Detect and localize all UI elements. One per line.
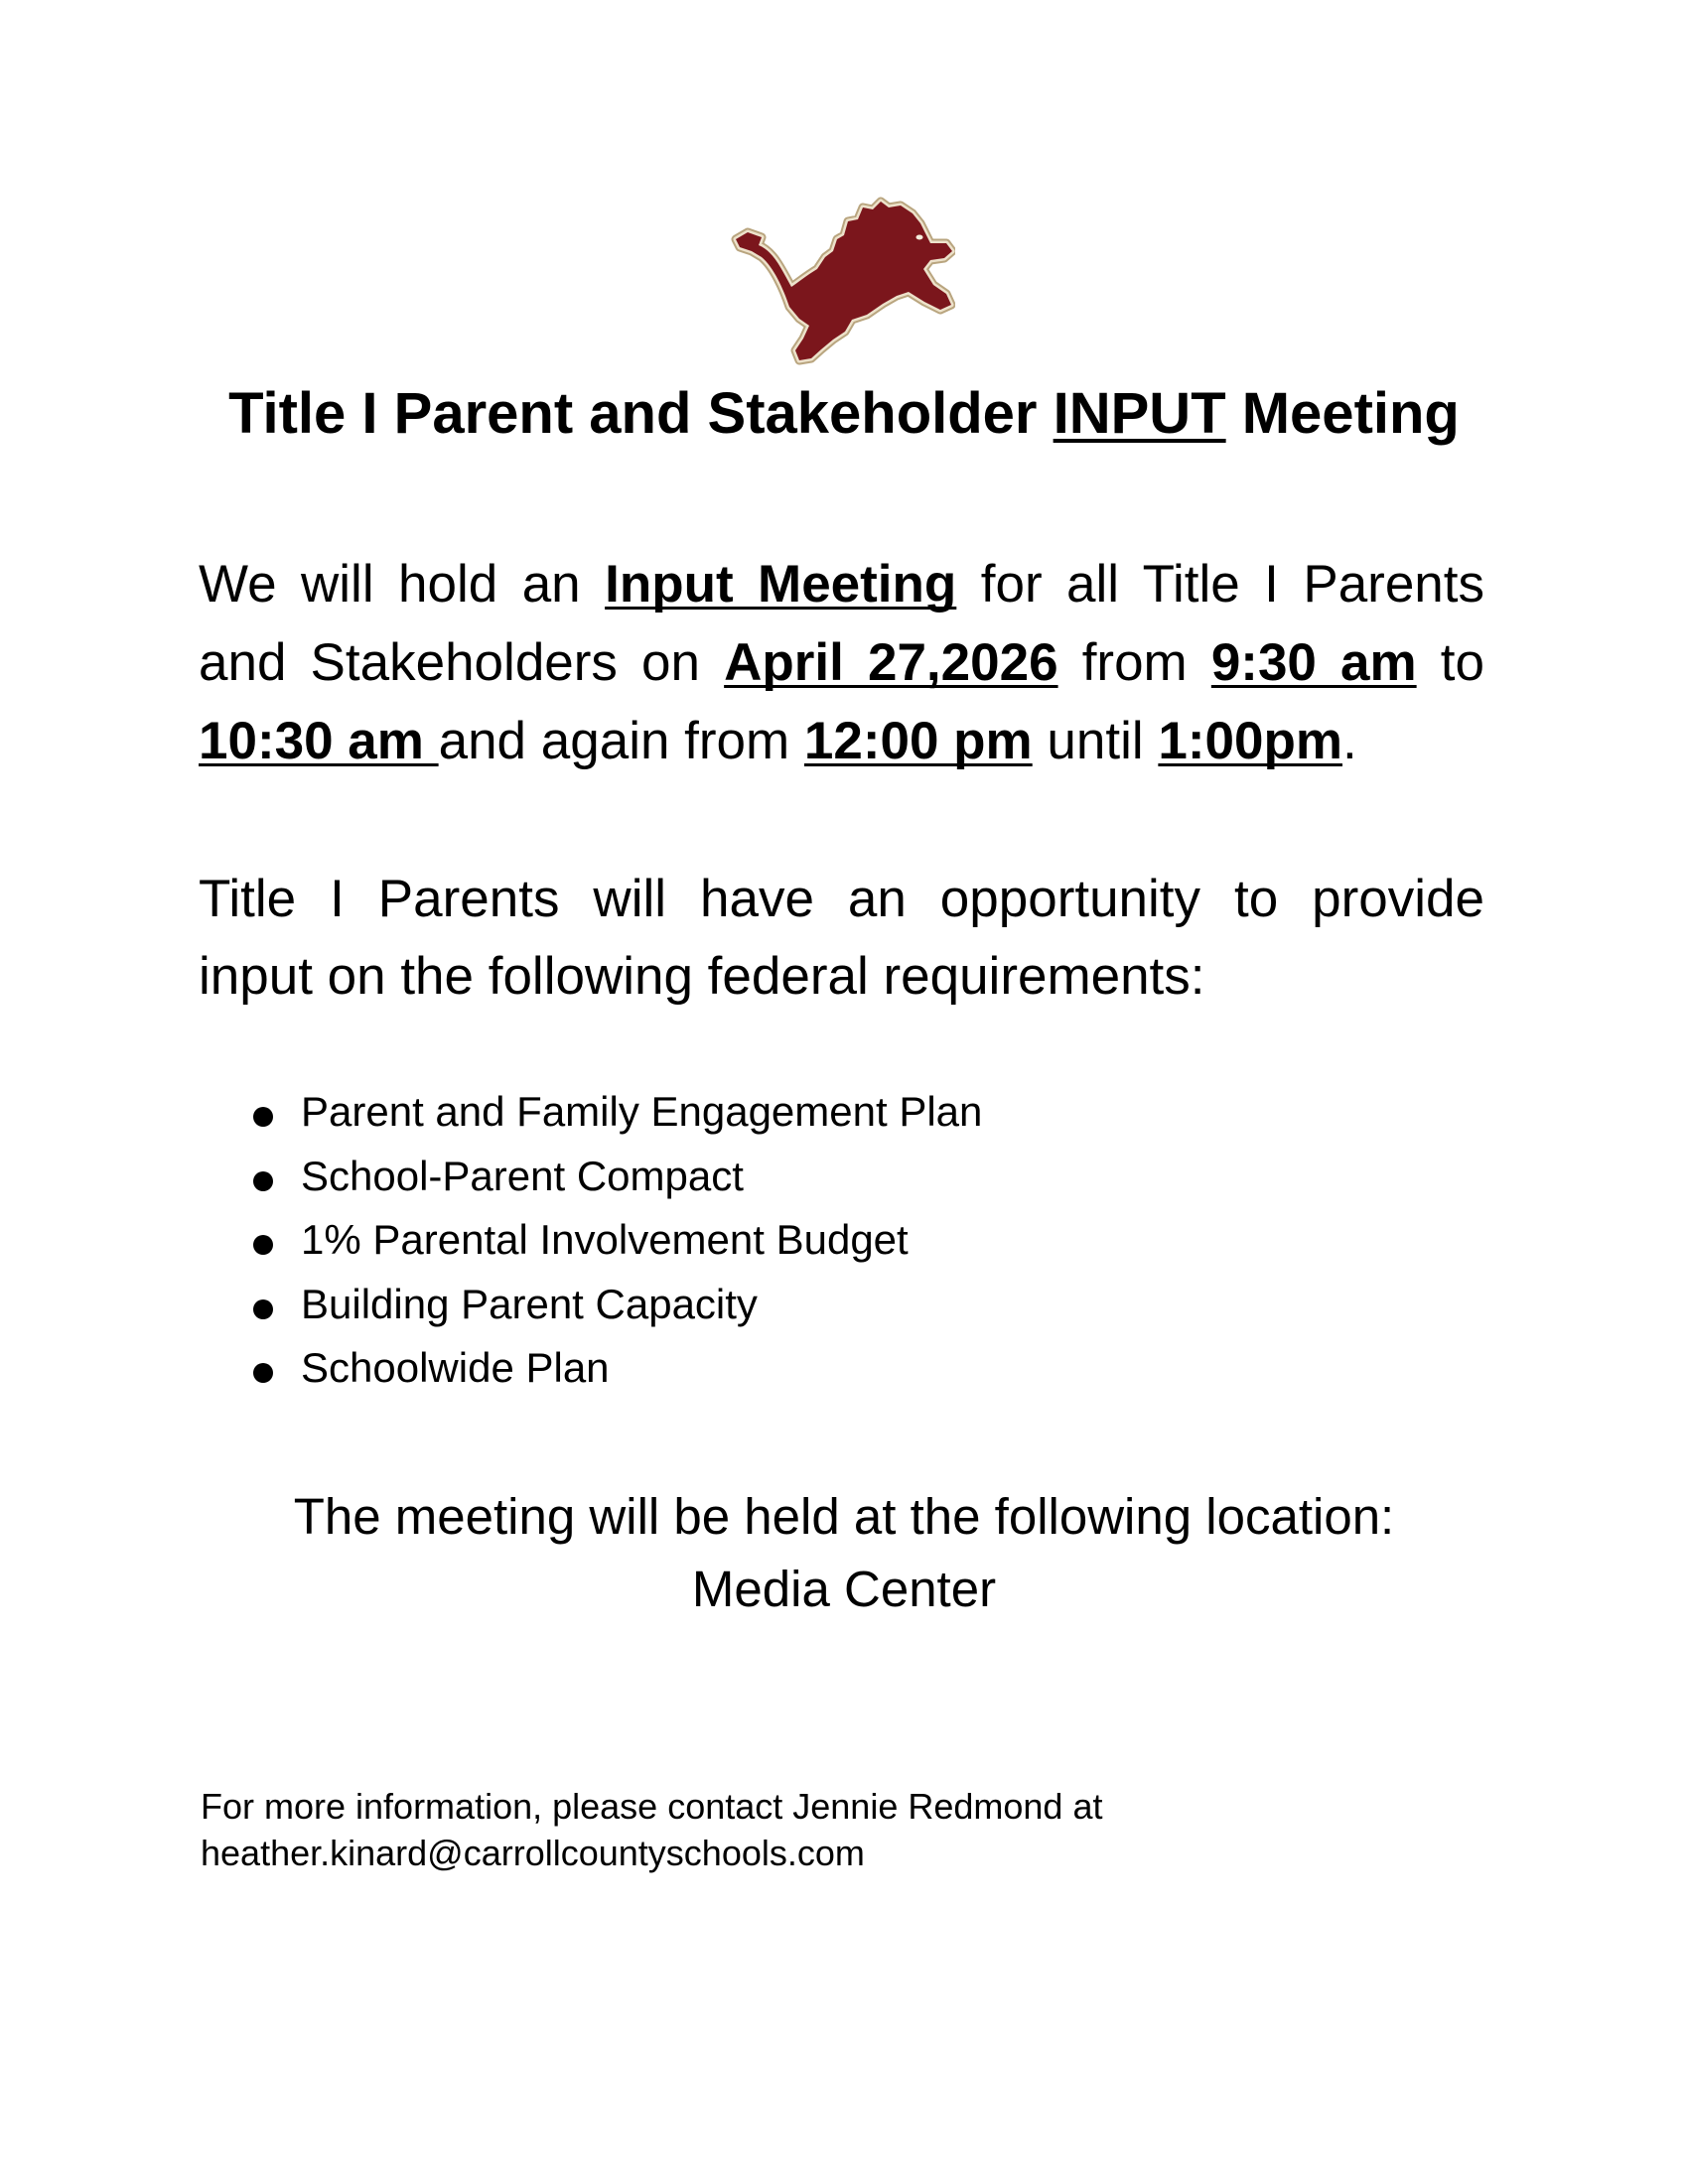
title-suffix: Meeting (1225, 381, 1460, 446)
text-segment: and Stakeholders on (199, 633, 725, 692)
bullet-icon (253, 1299, 273, 1319)
list-item: Parent and Family Engagement Plan (301, 1088, 983, 1135)
location-value: Media Center (691, 1561, 997, 1617)
location-label: The meeting will be held at the following location: (293, 1488, 1395, 1545)
input-intro-line: Title I Parents will have an opportunity to provide (199, 870, 1484, 928)
list-item: Building Parent Capacity (301, 1281, 758, 1327)
lion-logo-icon (731, 197, 955, 365)
text-segment: from (1057, 633, 1211, 692)
bullet-icon (253, 1107, 273, 1127)
page-title (0, 381, 1688, 446)
contact-email: heather.kinard@carrollcountyschools.com (201, 1833, 865, 1873)
text-segment: until (1032, 712, 1159, 770)
text-segment: and again from (438, 712, 804, 770)
bullet-icon (253, 1235, 273, 1255)
list-item: Schoolwide Plan (301, 1344, 610, 1391)
bullet-icon (253, 1363, 273, 1383)
contact-text: For more information, please contact Jennie Redmond at (201, 1786, 1103, 1827)
meeting-type: Input Meeting (605, 555, 957, 614)
session-2-end-time: 1:00pm (1158, 712, 1342, 770)
text-segment: to (1416, 633, 1484, 692)
list-item: School-Parent Compact (301, 1153, 744, 1199)
input-intro-line: input on the following federal requirements: (199, 947, 1205, 1006)
text-segment: We will hold an (199, 555, 606, 614)
meeting-date: April 27,2026 (724, 633, 1058, 692)
session-1-end-time: 10:30 am (199, 712, 439, 770)
session-1-start-time: 9:30 am (1210, 633, 1417, 692)
text-segment: for all Title I Parents (956, 555, 1485, 614)
bullet-icon (253, 1171, 273, 1191)
title-prefix: Title I Parent and Stakeholder (228, 381, 1054, 446)
session-2-start-time: 12:00 pm (803, 712, 1033, 770)
title-emphasis: INPUT (1053, 381, 1226, 446)
announcement-line (199, 555, 1485, 614)
announcement-line (199, 712, 1484, 770)
list-item: 1% Parental Involvement Budget (301, 1216, 909, 1263)
announcement-line (199, 633, 1484, 692)
text-segment: . (1341, 712, 1357, 770)
